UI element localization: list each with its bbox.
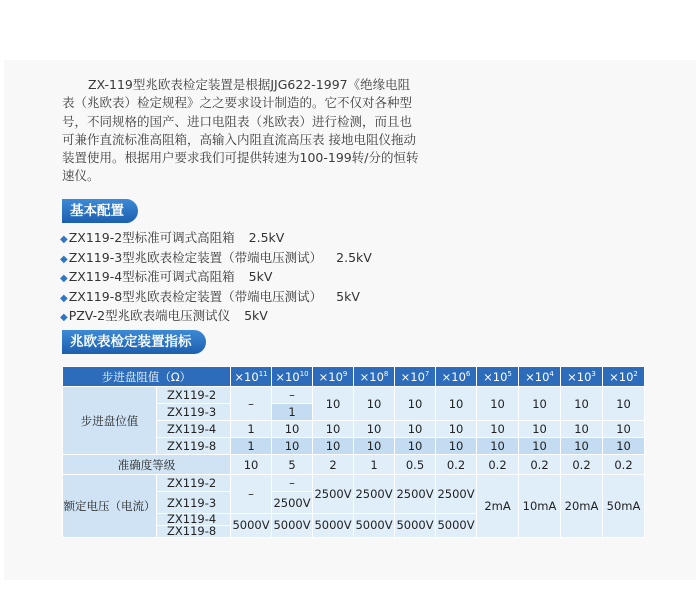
model-cell: ZX119-2 — [157, 387, 231, 404]
header-cell: $\times 10^3$ — [561, 367, 603, 387]
table-cell: 10 — [561, 387, 603, 421]
header-cell: $\times 10^8$ — [354, 367, 395, 387]
table-cell: 5000V — [272, 514, 313, 538]
table-cell: 10 — [395, 438, 436, 455]
header-cell: $\times 10^{10}$ — [272, 367, 313, 387]
diamond-bullet-icon: ◆ — [60, 273, 68, 285]
spec-table — [62, 366, 645, 538]
config-item — [60, 268, 372, 288]
table-cell: 1 — [354, 455, 395, 475]
table-cell: 10 — [477, 387, 519, 421]
row-label-accuracy: 准确度等级 — [63, 455, 231, 475]
config-item-value: 2.5kV — [248, 230, 285, 245]
table-cell: 2500V — [395, 475, 436, 514]
table-cell: 10 — [519, 387, 561, 421]
table-cell: 2mA — [477, 475, 519, 538]
config-list — [60, 229, 372, 327]
table-cell: – — [272, 387, 313, 404]
config-item — [60, 249, 372, 269]
table-cell: 10 — [603, 387, 645, 421]
config-item — [60, 307, 372, 327]
table-cell: 0.5 — [395, 455, 436, 475]
table-cell: 10 — [519, 421, 561, 438]
header-cell: $\times 10^4$ — [519, 367, 561, 387]
row-label-step: 步进盘位值 — [63, 387, 157, 455]
config-item-value: 2.5kV — [336, 249, 372, 265]
table-cell: 1 — [272, 404, 313, 421]
table-cell: 2500V — [436, 475, 477, 514]
table-cell: 10 — [561, 421, 603, 438]
table-cell: 5000V — [436, 514, 477, 538]
table-cell: 10 — [272, 421, 313, 438]
table-cell: 1 — [231, 421, 272, 438]
table-cell: 50mA — [603, 475, 645, 538]
table-cell: 5000V — [231, 514, 272, 538]
table-cell: 10 — [313, 438, 354, 455]
table-cell: 10 — [354, 421, 395, 438]
table-cell: 5000V — [354, 514, 395, 538]
table-cell: 0.2 — [477, 455, 519, 475]
table-cell: 2500V — [354, 475, 395, 514]
diamond-bullet-icon: ◆ — [60, 234, 68, 245]
header-cell: $\times 10^2$ — [603, 367, 645, 387]
table-cell: 10 — [603, 438, 645, 455]
config-item-value: 5kV — [336, 288, 360, 304]
config-item — [60, 288, 372, 308]
table-cell: 10mA — [519, 475, 561, 538]
header-cell: $\times 10^7$ — [395, 367, 436, 387]
table-cell: 5000V — [395, 514, 436, 538]
table-cell: 10 — [436, 438, 477, 455]
row-label-voltage: 额定电压（电流） — [63, 475, 157, 538]
model-cell: ZX119-2 — [157, 475, 231, 492]
diamond-bullet-icon: ◆ — [60, 312, 68, 324]
model-cell: ZX119-4 — [157, 514, 231, 526]
header-cell: $\times 10^5$ — [477, 367, 519, 387]
table-cell: 10 — [395, 387, 436, 421]
config-item — [60, 229, 372, 249]
config-item-name: ZX119-8型兆欧表检定装置（带端电压测试） — [68, 288, 323, 304]
diamond-bullet-icon: ◆ — [60, 292, 68, 304]
table-cell: 10 — [354, 387, 395, 421]
table-cell: 10 — [519, 438, 561, 455]
config-item-name: ZX119-3型兆欧表检定装置（带端电压测试） — [68, 249, 323, 265]
table-cell: 10 — [354, 438, 395, 455]
table-cell: 20mA — [561, 475, 603, 538]
config-item-name: ZX119-2型标准可调式高阻箱 — [68, 230, 235, 245]
table-cell: 10 — [477, 438, 519, 455]
section-title-spec-table: 兆欧表检定装置指标 — [62, 330, 206, 354]
model-cell: ZX119-4 — [157, 421, 231, 438]
header-cell: $\times 10^9$ — [313, 367, 354, 387]
model-cell: ZX119-8 — [157, 526, 231, 538]
table-cell: – — [231, 387, 272, 421]
table-cell: 0.2 — [603, 455, 645, 475]
header-row — [63, 367, 645, 387]
table-cell: 5 — [272, 455, 313, 475]
table-cell: 10 — [436, 387, 477, 421]
table-row — [63, 475, 645, 492]
table-cell: 10 — [395, 421, 436, 438]
config-item-value: 5kV — [248, 269, 273, 285]
model-cell: ZX119-3 — [157, 492, 231, 514]
config-item-name: PZV-2型兆欧表端电压测试仪 — [68, 308, 231, 324]
table-cell: 2 — [313, 455, 354, 475]
table-cell: – — [272, 475, 313, 492]
table-row — [63, 455, 645, 475]
model-cell: ZX119-8 — [157, 438, 231, 455]
table-cell: 10 — [231, 455, 272, 475]
model-cell: ZX119-3 — [157, 404, 231, 421]
table-cell: 10 — [603, 421, 645, 438]
table-row — [63, 387, 645, 404]
table-cell: 10 — [272, 438, 313, 455]
config-item-name: ZX119-4型标准可调式高阻箱 — [68, 269, 235, 285]
table-cell: 10 — [313, 387, 354, 421]
table-cell: 0.2 — [519, 455, 561, 475]
table-cell: 10 — [436, 421, 477, 438]
header-cell: $\times 10^6$ — [436, 367, 477, 387]
header-cell: $\times 10^{11}$ — [231, 367, 272, 387]
diamond-bullet-icon: ◆ — [60, 253, 68, 265]
table-cell: 1 — [231, 438, 272, 455]
intro-text — [62, 76, 422, 186]
intro-paragraph: ZX-119型兆欧表检定装置是根据JJG622-1997《绝缘电阻表（兆欧表）检定规程》之之要求设计制造的。它不仅对各种型号，不同规格的国产、进口电阻表（兆欧表）进行检测，而且也可兼作直流标准高阻箱，高输入内阻直流高压表 接地电阻仪拖动装置使用。根据用户要求我们可提供转速为100-199转/分的恒转速仪。 — [62, 77, 419, 184]
table-cell: – — [231, 475, 272, 514]
table-cell: 0.2 — [561, 455, 603, 475]
table-cell: 10 — [561, 438, 603, 455]
table-cell: 10 — [313, 421, 354, 438]
header-label-cell: 步进盘阻值（Ω） — [63, 367, 231, 387]
table-cell: 5000V — [313, 514, 354, 538]
config-item-value: 5kV — [244, 308, 268, 324]
table-cell: 2500V — [272, 492, 313, 514]
table-cell: 0.2 — [436, 455, 477, 475]
section-title-basic-config: 基本配置 — [62, 199, 138, 223]
table-cell: 10 — [477, 421, 519, 438]
table-cell: 2500V — [313, 475, 354, 514]
